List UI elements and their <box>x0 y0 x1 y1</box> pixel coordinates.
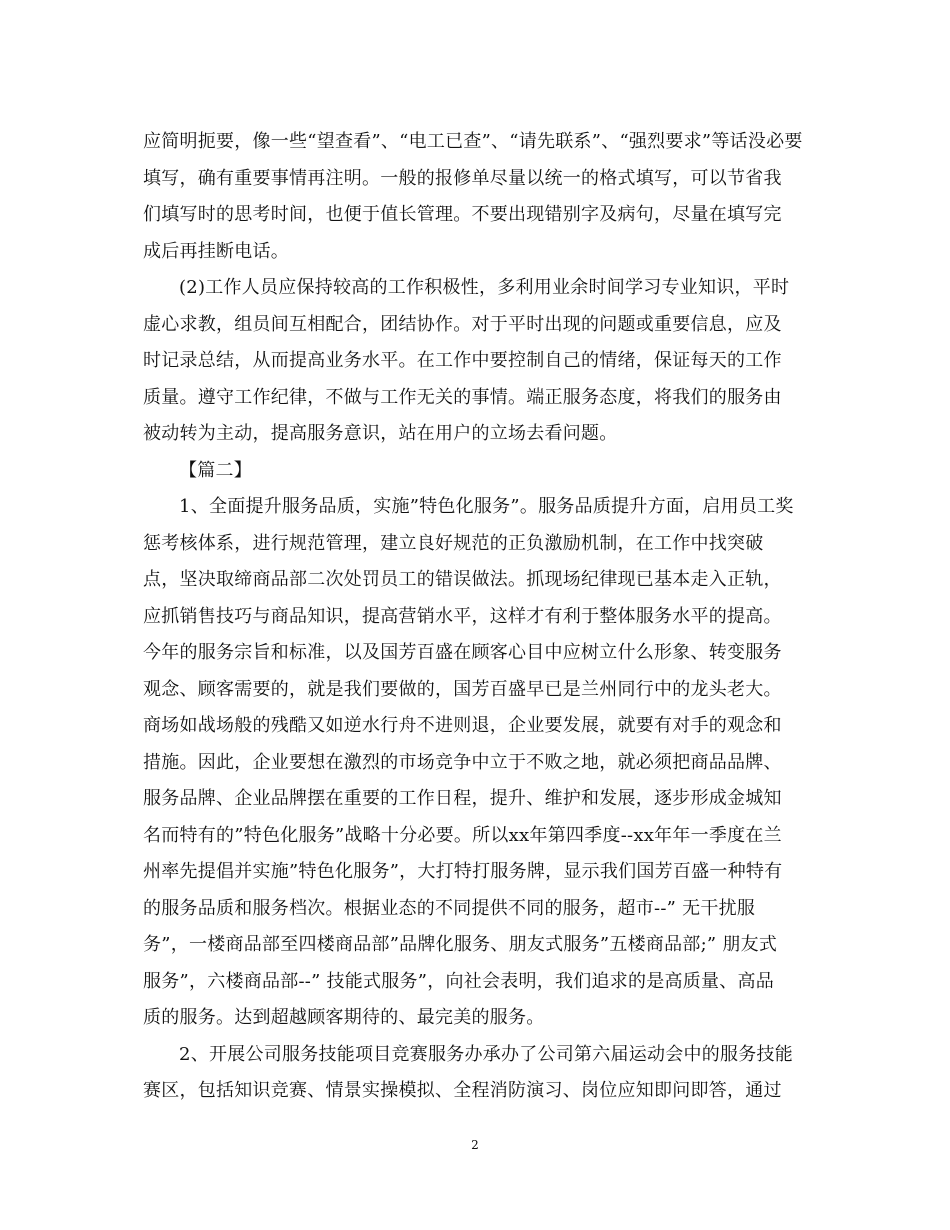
text-line: (2)工作人员应保持较高的工作积极性，多利用业余时间学习专业知识，平时 <box>179 277 790 298</box>
text-line: 被动转为主动，提高服务意识，站在用户的立场去看问题。 <box>143 423 618 444</box>
text-line: 惩考核体系，进行规范管理，建立良好规范的正负激励机制，在工作中找突破 <box>143 532 764 554</box>
paragraph-service-quality <box>143 489 811 1037</box>
text-line: 点，坚决取缔商品部二次处罚员工的错误做法。抓现场纪律现已基本走入正轨， <box>143 569 782 590</box>
text-line: 州率先提倡并实施”特色化服务”，大打特打服务牌，显示我们国芳百盛一种特有 <box>143 861 783 882</box>
text-line: 名而特有的”特色化服务”战略十分必要。所以xx年第四季度--xx年年一季度在兰 <box>143 824 782 846</box>
text-line: 今年的服务宗旨和标准，以及国芳百盛在顾客心目中应树立什么形象、转变服务 <box>143 642 782 663</box>
text-line: 时记录总结，从而提高业务水平。在工作中要控制自己的情绪，保证每天的工作 <box>143 350 782 371</box>
text-line: 们填写时的思考时间，也便于值长管理。不要出现错别字及病句，尽量在填写完 <box>143 204 782 225</box>
text-line: 措施。因此，企业要想在激烈的市场竞争中立于不败之地，就必须把商品品牌、 <box>143 751 782 773</box>
text-line: 应简明扼要，像一些“望查看”、“电工已查”、“请先联系”、“强烈要求”等话没必要 <box>143 131 803 152</box>
paragraph-staff-enthusiasm <box>143 270 811 453</box>
text-line: 服务”，六楼商品部--” 技能式服务”，向社会表明，我们追求的是高质量、高品 <box>143 970 774 992</box>
text-line: 成后再挂断电话。 <box>143 240 289 262</box>
paragraph-repair-form-guidelines <box>143 124 811 270</box>
text-line: 的服务品质和服务档次。根据业态的不同提供不同的服务，超市--” 无干扰服 <box>143 897 756 919</box>
text-line: 观念、顾客需要的，就是我们要做的，国芳百盛早已是兰州同行中的龙头老大。 <box>143 678 782 700</box>
text-line: 填写，确有重要事情再注明。一般的报修单尽量以统一的格式填写，可以节省我 <box>143 167 782 189</box>
text-line: 商场如战场般的残酷又如逆水行舟不进则退，企业要发展，就要有对手的观念和 <box>143 715 782 736</box>
text-line: 应抓销售技巧与商品知识，提高营销水平，这样才有利于整体服务水平的提高。 <box>143 605 782 627</box>
text-line: 服务品牌、企业品牌摆在重要的工作日程，提升、维护和发展，逐步形成金城知 <box>143 788 782 809</box>
paragraph-skills-competition <box>143 1037 811 1110</box>
text-line: 质量。遵守工作纪律，不做与工作无关的事情。端正服务态度，将我们的服务由 <box>143 386 782 408</box>
text-line: 1、全面提升服务品质，实施”特色化服务”。服务品质提升方面，启用员工奖 <box>179 496 794 517</box>
text-line: 2、开展公司服务技能项目竞赛服务办承办了公司第六届运动会中的服务技能 <box>179 1043 793 1065</box>
text-line: 务”，一楼商品部至四楼商品部”品牌化服务、朋友式服务”五楼商品部;” 朋友式 <box>143 934 778 955</box>
page-number: 2 <box>471 1138 479 1152</box>
text-line: 赛区，包括知识竞赛、情景实操模拟、全程消防演习、岗位应知即问即答，通过 <box>143 1080 782 1101</box>
document-body <box>143 124 811 1110</box>
heading-text: 【篇二】 <box>179 459 252 481</box>
text-line: 质的服务。达到超越顾客期待的、最完美的服务。 <box>143 1007 545 1028</box>
text-line: 虚心求教，组员间互相配合，团结协作。对于平时出现的问题或重要信息，应及 <box>143 313 782 335</box>
section-heading-part-two <box>143 453 811 490</box>
